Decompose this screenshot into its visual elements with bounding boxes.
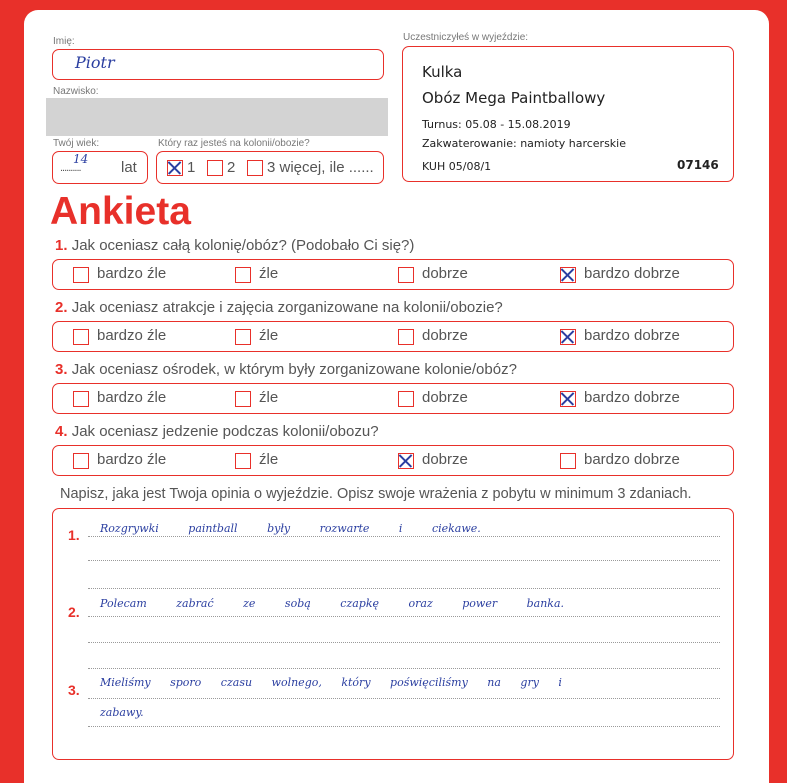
question-number: 1.: [55, 237, 68, 254]
participant-label: Uczestniczyłeś w wyjeździe:: [403, 32, 529, 43]
ruled-line: [88, 726, 720, 727]
answer-label: bardzo źle: [97, 265, 167, 282]
times-label: Który raz jesteś na kolonii/obozie?: [158, 138, 310, 149]
participant-box: [402, 46, 734, 182]
answer-checkbox[interactable]: [235, 329, 251, 345]
answer-checkbox[interactable]: [235, 267, 251, 283]
ruled-line: [88, 560, 720, 561]
question-number: 4.: [55, 423, 68, 440]
age-value: 14: [73, 152, 89, 166]
times-field: [156, 151, 384, 184]
answer-label: dobrze: [422, 265, 468, 282]
question-4-text: [55, 423, 379, 440]
answer-label: bardzo dobrze: [584, 327, 680, 344]
answer-label: źle: [259, 265, 279, 282]
opinion-text-1: Rozgrywki paintball były rozwarte i ciekawe.: [100, 522, 481, 535]
opinion-text-2: Polecam zabrać ze sobą czapkę oraz power banka.: [100, 597, 564, 610]
answer-checkbox[interactable]: [560, 453, 576, 469]
answer-checkbox[interactable]: [73, 391, 89, 407]
question-label: Jak oceniasz ośrodek, w którym były zorganizowane kolonie/obóz?: [71, 361, 517, 378]
question-3-text: [55, 361, 517, 378]
question-label: Jak oceniasz jedzenie podczas kolonii/obozu?: [71, 423, 379, 440]
answer-label: dobrze: [422, 389, 468, 406]
answer-label: źle: [259, 389, 279, 406]
survey-title: Ankieta: [50, 190, 191, 233]
age-unit: lat: [121, 159, 137, 176]
question-2-text: [55, 299, 503, 316]
participant-code: Kulka: [422, 63, 463, 81]
answer-label: dobrze: [422, 451, 468, 468]
times-checkbox-1[interactable]: [167, 160, 183, 176]
ruled-line: [88, 588, 720, 589]
question-label: Jak oceniasz atrakcje i zajęcia zorganizowane na kolonii/obozie?: [71, 299, 503, 316]
opinion-text-3: Mieliśmy sporo czasu wolnego, który poświęciliśmy na gry i: [100, 676, 562, 689]
answer-checkbox[interactable]: [560, 329, 576, 345]
answer-label: bardzo dobrze: [584, 389, 680, 406]
ruled-line: [88, 536, 720, 537]
times-option-3: 3 więcej, ile ......: [267, 159, 374, 176]
name-value: Piotr: [75, 53, 115, 72]
answer-checkbox[interactable]: [560, 391, 576, 407]
opinion-prompt: Napisz, jaka jest Twoja opinia o wyjeździe. Opisz swoje wrażenia z pobytu w minimum 3 zdaniach.: [60, 486, 692, 502]
answer-label: bardzo dobrze: [584, 265, 680, 282]
booking-ref: KUH 05/08/1: [422, 160, 492, 173]
surname-redacted: [46, 98, 388, 136]
accommodation: Zakwaterowanie: namioty harcerskie: [422, 137, 626, 150]
answer-checkbox[interactable]: [73, 267, 89, 283]
opinion-text-3-cont: zabawy.: [100, 706, 144, 719]
times-checkbox-2[interactable]: [207, 160, 223, 176]
answer-label: bardzo źle: [97, 451, 167, 468]
answer-label: bardzo źle: [97, 389, 167, 406]
answer-checkbox[interactable]: [398, 329, 414, 345]
opinion-box[interactable]: [52, 508, 734, 760]
name-label: Imię:: [53, 36, 75, 47]
question-1-answers: [52, 259, 734, 290]
ruled-line: [88, 668, 720, 669]
surname-label: Nazwisko:: [53, 86, 99, 97]
ruled-line: [88, 616, 720, 617]
answer-label: bardzo dobrze: [584, 451, 680, 468]
camp-name: Obóz Mega Paintballowy: [422, 89, 606, 107]
age-field[interactable]: [52, 151, 148, 184]
ruled-line: [88, 698, 720, 699]
opinion-number-3: 3.: [68, 682, 80, 698]
turnus: Turnus: 05.08 - 15.08.2019: [422, 118, 571, 131]
answer-checkbox[interactable]: [398, 453, 414, 469]
question-1-text: [55, 237, 414, 254]
ruled-line: [88, 642, 720, 643]
name-field[interactable]: [52, 49, 384, 80]
times-option-2: 2: [227, 159, 236, 176]
question-4-answers: [52, 445, 734, 476]
question-2-answers: [52, 321, 734, 352]
age-label: Twój wiek:: [53, 138, 100, 149]
answer-checkbox[interactable]: [235, 453, 251, 469]
answer-label: źle: [259, 451, 279, 468]
question-3-answers: [52, 383, 734, 414]
answer-checkbox[interactable]: [398, 267, 414, 283]
times-checkbox-3[interactable]: [247, 160, 263, 176]
answer-checkbox[interactable]: [560, 267, 576, 283]
opinion-number-1: 1.: [68, 527, 80, 543]
answer-checkbox[interactable]: [73, 329, 89, 345]
opinion-number-2: 2.: [68, 604, 80, 620]
question-number: 3.: [55, 361, 68, 378]
answer-label: źle: [259, 327, 279, 344]
answer-checkbox[interactable]: [398, 391, 414, 407]
times-option-1: 1: [187, 159, 196, 176]
answer-label: dobrze: [422, 327, 468, 344]
participant-number: 07146: [677, 158, 719, 172]
answer-checkbox[interactable]: [235, 391, 251, 407]
answer-label: bardzo źle: [97, 327, 167, 344]
answer-checkbox[interactable]: [73, 453, 89, 469]
question-number: 2.: [55, 299, 68, 316]
age-dots: ..........: [60, 162, 81, 174]
question-label: Jak oceniasz całą kolonię/obóz? (Podobało Ci się?): [71, 237, 415, 254]
